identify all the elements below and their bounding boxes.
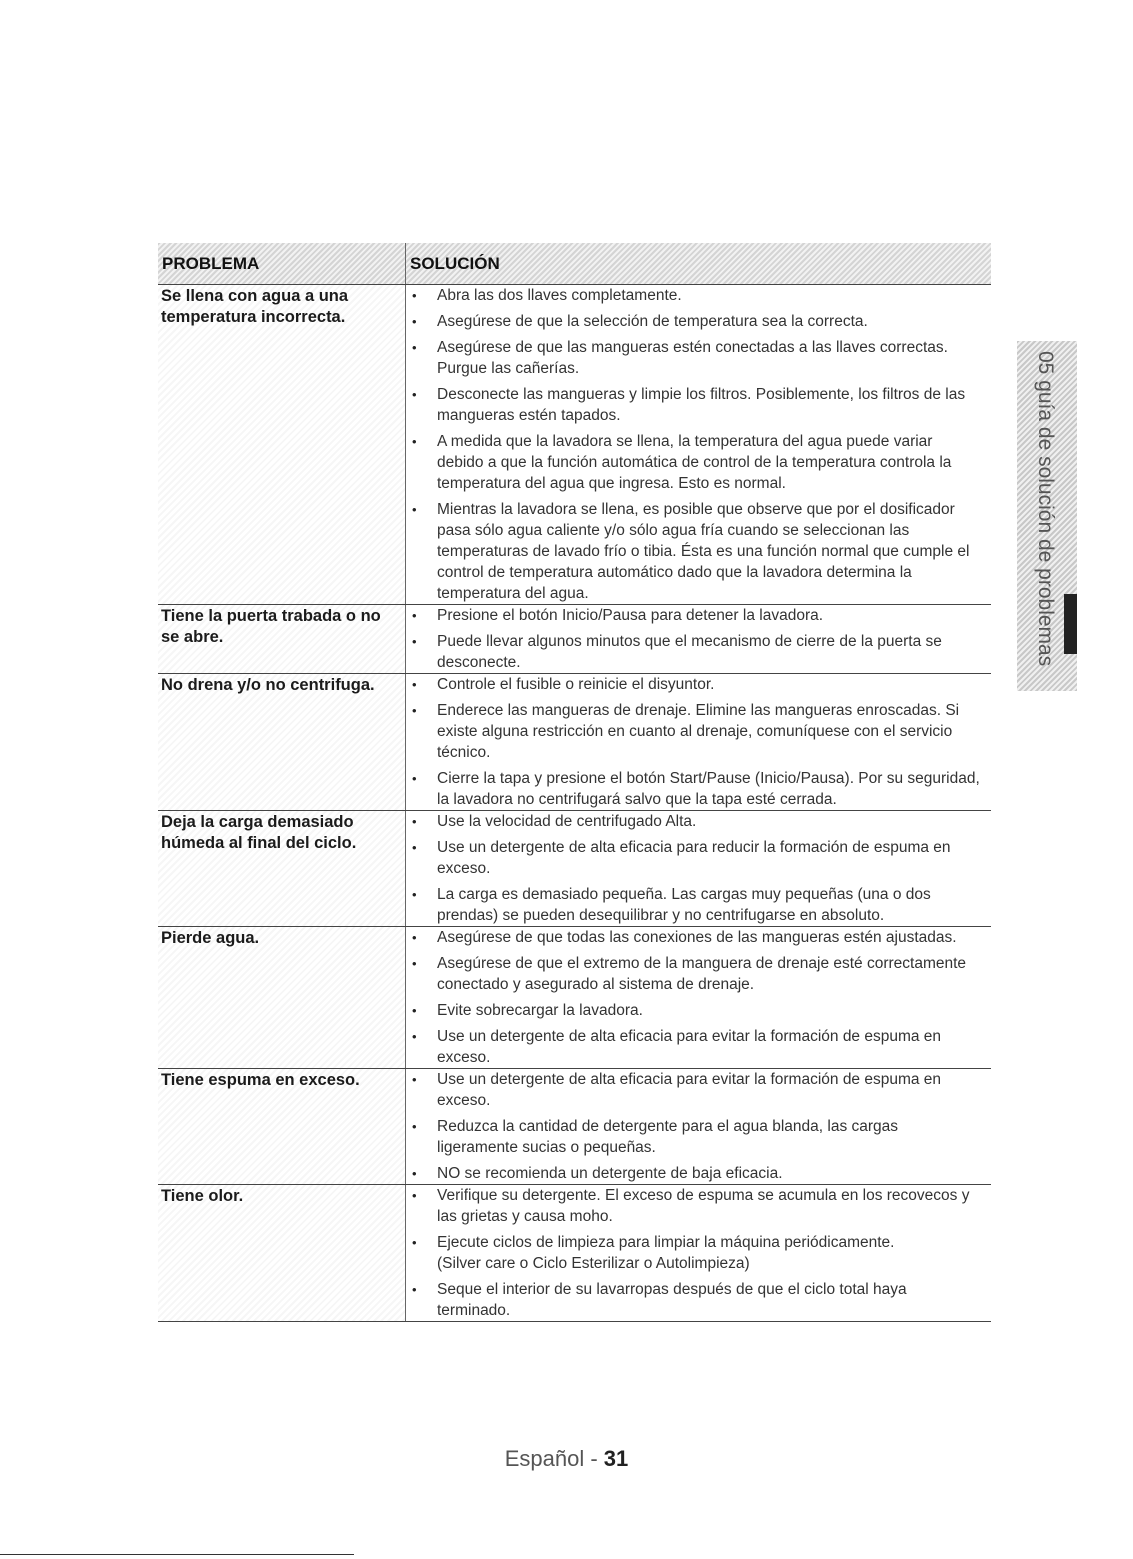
bullet-icon: • xyxy=(412,771,417,786)
solution-item xyxy=(406,311,981,332)
bullet-icon: • xyxy=(412,1072,417,1087)
solution-text: A medida que la lavadora se llena, la temperatura del agua puede variar debido a que la función automática de control de la temperatura controla la temperatura del agua que ingresa. Esto es normal. xyxy=(437,433,952,492)
solution-item xyxy=(406,674,981,695)
solution-text: Asegúrese de que el extremo de la manguera de drenaje esté correctamente conectado y asegurado al sistema de drenaje. xyxy=(437,955,967,993)
chapter-marker xyxy=(1064,594,1077,654)
page-number: 31 xyxy=(603,1446,629,1471)
solution-list xyxy=(406,927,991,1068)
bullet-icon: • xyxy=(412,1188,417,1203)
solution-text: Seque el interior de su lavarropas después de que el ciclo total haya terminado. xyxy=(437,1281,907,1319)
bullet-icon: • xyxy=(412,703,417,718)
solution-item xyxy=(406,953,981,995)
solution-item xyxy=(406,1116,981,1158)
solution-item xyxy=(406,1279,981,1321)
bullet-icon: • xyxy=(412,502,417,517)
solution-list xyxy=(406,674,991,810)
bullet-icon: • xyxy=(412,434,417,449)
solution-text: Mientras la lavadora se llena, es posible que observe que por el dosificador pasa sólo agua caliente y/o sólo agua fría cuando se seleccionan las temperaturas de lavado frío o tibia. Ésta es una función normal que cumple el control de temperatura automático dado que la lavadora determina la temperatura del agua. xyxy=(437,501,970,602)
solution-text: Reduzca la cantidad de detergente para el agua blanda, las cargas ligeramente sucias o pequeñas. xyxy=(437,1118,899,1156)
solution-text: Cierre la tapa y presione el botón Start/Pause (Inicio/Pausa). Por su seguridad, la lavadora no centrifugará salvo que la tapa esté cerrada. xyxy=(437,770,980,808)
table-row xyxy=(158,285,991,605)
solution-list xyxy=(406,811,991,926)
solution-text: Enderece las mangueras de drenaje. Elimine las mangueras enroscadas. Si existe alguna restricción en cuanto al drenaje, comuníquese con el servicio técnico. xyxy=(437,702,960,761)
bullet-icon: • xyxy=(412,387,417,402)
header-solution: SOLUCIÓN xyxy=(410,254,500,273)
solution-list xyxy=(406,605,991,673)
problem-cell: Tiene espuma en exceso. xyxy=(158,1069,406,1184)
bullet-icon: • xyxy=(412,840,417,855)
bullet-icon: • xyxy=(412,288,417,303)
solution-item xyxy=(406,1163,981,1184)
problem-cell: Tiene la puerta trabada o no se abre. xyxy=(158,605,406,673)
troubleshooting-table xyxy=(158,243,991,1322)
bullet-icon: • xyxy=(412,634,417,649)
bullet-icon: • xyxy=(412,677,417,692)
solution-item xyxy=(406,1185,981,1227)
solution-text: Desconecte las mangueras y limpie los filtros. Posiblemente, los filtros de las mangueras estén tapados. xyxy=(437,386,966,424)
bullet-icon: • xyxy=(412,1166,417,1181)
footer-language: Español - xyxy=(504,1446,604,1471)
table-header xyxy=(158,243,991,285)
solution-item xyxy=(406,337,981,379)
solution-list xyxy=(406,1069,991,1184)
solution-text: Asegúrese de que las mangueras estén conectadas a las llaves correctas. Purgue las cañerías. xyxy=(437,339,948,377)
solution-text: Use un detergente de alta eficacia para evitar la formación de espuma en exceso. xyxy=(437,1071,942,1109)
table-row xyxy=(158,674,991,811)
solution-text: Abra las dos llaves completamente. xyxy=(437,287,682,304)
solution-text: Use un detergente de alta eficacia para reducir la formación de espuma en exceso. xyxy=(437,839,951,877)
bullet-icon: • xyxy=(412,314,417,329)
solution-text: Verifique su detergente. El exceso de espuma se acumula en los recovecos y las grietas y causa moho. xyxy=(437,1187,970,1225)
solution-text: Use un detergente de alta eficacia para evitar la formación de espuma en exceso. xyxy=(437,1028,942,1066)
solution-text: Controle el fusible o reinicie el disyuntor. xyxy=(437,676,715,693)
problem-cell: Tiene olor. xyxy=(158,1185,406,1321)
problem-cell: Deja la carga demasiado húmeda al final del ciclo. xyxy=(158,811,406,926)
bullet-icon: • xyxy=(412,814,417,829)
bullet-icon: • xyxy=(412,340,417,355)
table-body xyxy=(158,285,991,1321)
table-row xyxy=(158,927,991,1069)
table-row xyxy=(158,1185,991,1321)
solution-item xyxy=(406,1232,981,1274)
solution-item xyxy=(406,811,981,832)
solution-item xyxy=(406,285,981,306)
solution-text: Asegúrese de que todas las conexiones de las mangueras estén ajustadas. xyxy=(437,929,957,946)
problem-cell: Pierde agua. xyxy=(158,927,406,1068)
bullet-icon: • xyxy=(412,1282,417,1297)
table-row xyxy=(158,605,991,674)
header-problem: PROBLEMA xyxy=(158,243,406,284)
solution-list xyxy=(406,285,991,604)
solution-item xyxy=(406,700,981,763)
bullet-icon: • xyxy=(412,1003,417,1018)
bottom-rule xyxy=(0,1554,354,1555)
table-row xyxy=(158,811,991,927)
bullet-icon: • xyxy=(412,956,417,971)
page-footer xyxy=(0,1446,1133,1472)
problem-cell: No drena y/o no centrifuga. xyxy=(158,674,406,810)
bullet-icon: • xyxy=(412,1029,417,1044)
table-row xyxy=(158,1069,991,1185)
solution-item xyxy=(406,431,981,494)
solution-item xyxy=(406,384,981,426)
solution-text: Asegúrese de que la selección de temperatura sea la correcta. xyxy=(437,313,868,330)
bullet-icon: • xyxy=(412,887,417,902)
problem-cell: Se llena con agua a una temperatura incorrecta. xyxy=(158,285,406,604)
bullet-icon: • xyxy=(412,1235,417,1250)
solution-text: La carga es demasiado pequeña. Las cargas muy pequeñas (una o dos prendas) se pueden desequilibrar y no centrifugarse en absoluto. xyxy=(437,886,931,924)
solution-item xyxy=(406,499,981,604)
solution-text: Puede llevar algunos minutos que el mecanismo de cierre de la puerta se desconecte. xyxy=(437,633,942,671)
solution-item xyxy=(406,1026,981,1068)
solution-item xyxy=(406,884,981,926)
solution-item xyxy=(406,1069,981,1111)
solution-item xyxy=(406,837,981,879)
solution-item xyxy=(406,605,981,626)
bullet-icon: • xyxy=(412,930,417,945)
solution-list xyxy=(406,1185,991,1321)
solution-text: Evite sobrecargar la lavadora. xyxy=(437,1002,643,1019)
solution-text: Ejecute ciclos de limpieza para limpiar la máquina periódicamente. (Silver care o Ciclo Esterilizar o Autolimpieza) xyxy=(437,1234,895,1272)
bullet-icon: • xyxy=(412,608,417,623)
bullet-icon: • xyxy=(412,1119,417,1134)
solution-item xyxy=(406,1000,981,1021)
solution-item xyxy=(406,631,981,673)
solution-item xyxy=(406,927,981,948)
solution-text: NO se recomienda un detergente de baja eficacia. xyxy=(437,1165,783,1182)
solution-item xyxy=(406,768,981,810)
solution-text: Presione el botón Inicio/Pausa para detener la lavadora. xyxy=(437,607,824,624)
solution-text: Use la velocidad de centrifugado Alta. xyxy=(437,813,697,830)
chapter-label: 05 guía de solución de problemas xyxy=(1034,351,1057,667)
